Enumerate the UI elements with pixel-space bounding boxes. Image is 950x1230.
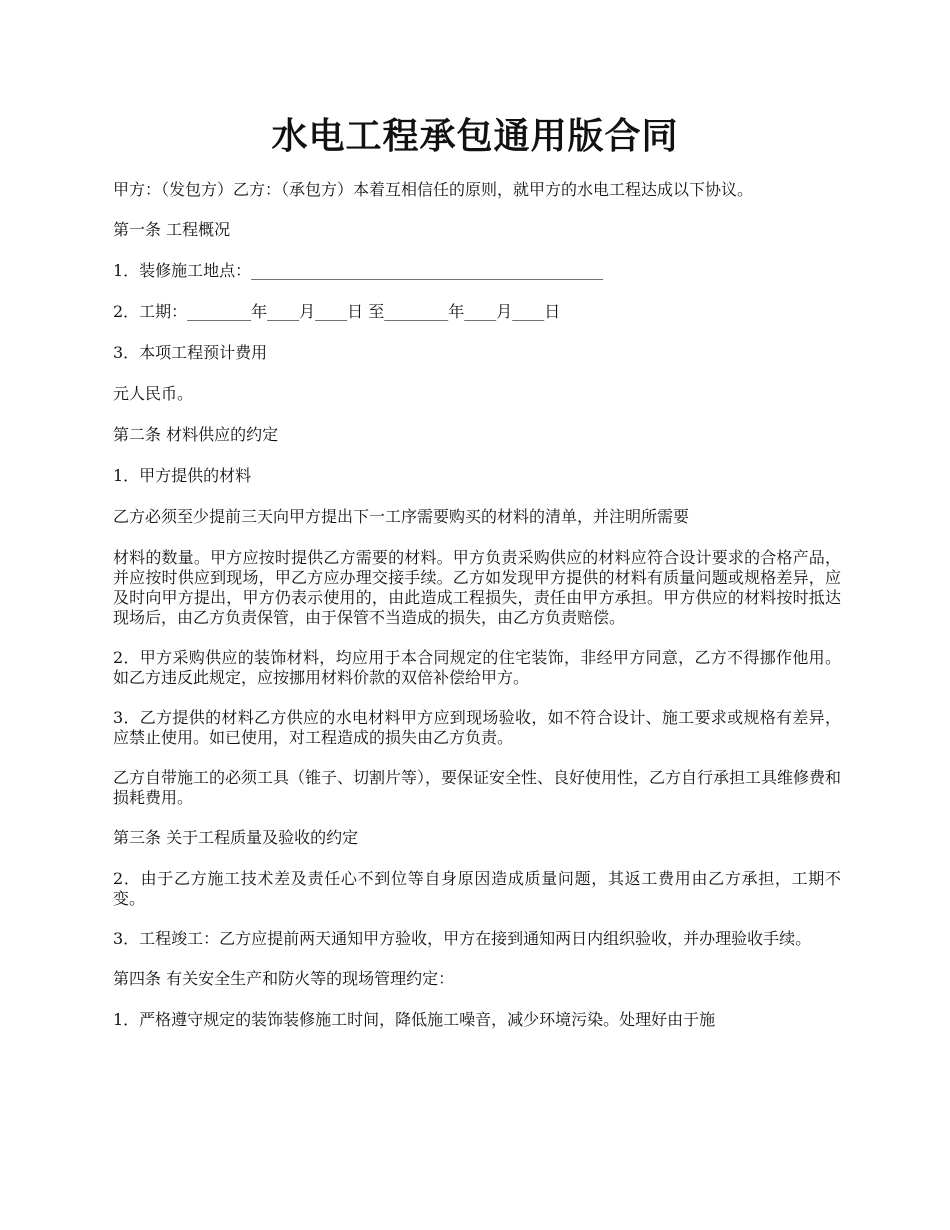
heading-article-3: 第三条 关于工程质量及验收的约定 xyxy=(113,828,359,847)
paragraph-intro: 甲方：（发包方）乙方：（承包方）本着互相信任的原则，就甲方的水电工程达成以下协议。 xyxy=(113,180,754,199)
heading-article-1: 第一条 工程概况 xyxy=(113,220,231,239)
paragraph-currency: 元人民币。 xyxy=(113,384,194,403)
item-construction-site: 1．装修施工地点：____________________________________________ xyxy=(113,261,604,280)
document-title: 水电工程承包通用版合同 xyxy=(271,115,679,157)
item-party-a-materials: 1．甲方提供的材料 xyxy=(113,466,252,485)
heading-article-2: 第二条 材料供应的约定 xyxy=(113,425,279,444)
item-material-usage: 2．甲方采购供应的装饰材料，均应用于本合同规定的住宅装饰，非经甲方同意，乙方不得挪作他用。如乙方违反此规定，应按挪用材料价款的双倍补偿给甲方。 xyxy=(113,648,841,687)
paragraph-tools: 乙方自带施工的必须工具（锥子、切割片等），要保证安全性、良好使用性，乙方自行承担工具维修费和损耗费用。 xyxy=(113,768,842,807)
heading-article-4: 第四条 有关安全生产和防火等的现场管理约定： xyxy=(113,969,455,988)
paragraph-material-quantity: 材料的数量。甲方应按时提供乙方需要的材料。甲方负责采购供应的材料应符合设计要求的合格产品，并应按时供应到现场，甲乙方应办理交接手续。乙方如发现甲方提供的材料有质量问题或规格差异，应及时向甲方提出，甲方仍表示使用的，由此造成工程损失，责任由甲方承担。甲方供应的材料按时抵达现场后，由乙方负责保管，由于保管不当造成的损失，由乙方负责赔偿。 xyxy=(113,548,841,627)
item-estimated-cost: 3．本项工程预计费用 xyxy=(113,343,268,362)
paragraph-material-list: 乙方必须至少提前三天向甲方提出下一工序需要购买的材料的清单，并注明所需要 xyxy=(113,507,690,526)
item-completion: 3．工程竣工：乙方应提前两天通知甲方验收，甲方在接到通知两日内组织验收，并办理验收手续。 xyxy=(113,929,812,948)
item-party-b-materials: 3．乙方提供的材料乙方供应的水电材料甲方应到现场验收，如不符合设计、施工要求或规格有差异，应禁止使用。如已使用，对工程造成的损失由乙方负责。 xyxy=(113,708,841,747)
document-body xyxy=(113,180,841,1030)
item-quality-issues: 2．由于乙方施工技术差及责任心不到位等自身原因造成质量问题，其返工费用由乙方承担，工期不变。 xyxy=(113,869,841,908)
item-construction-time: 1．严格遵守规定的装饰装修施工时间，降低施工噪音，减少环境污染。处理好由于施 xyxy=(113,1010,716,1029)
item-construction-period: 2．工期：________年____月____日 至________年____月____日 xyxy=(113,302,561,321)
